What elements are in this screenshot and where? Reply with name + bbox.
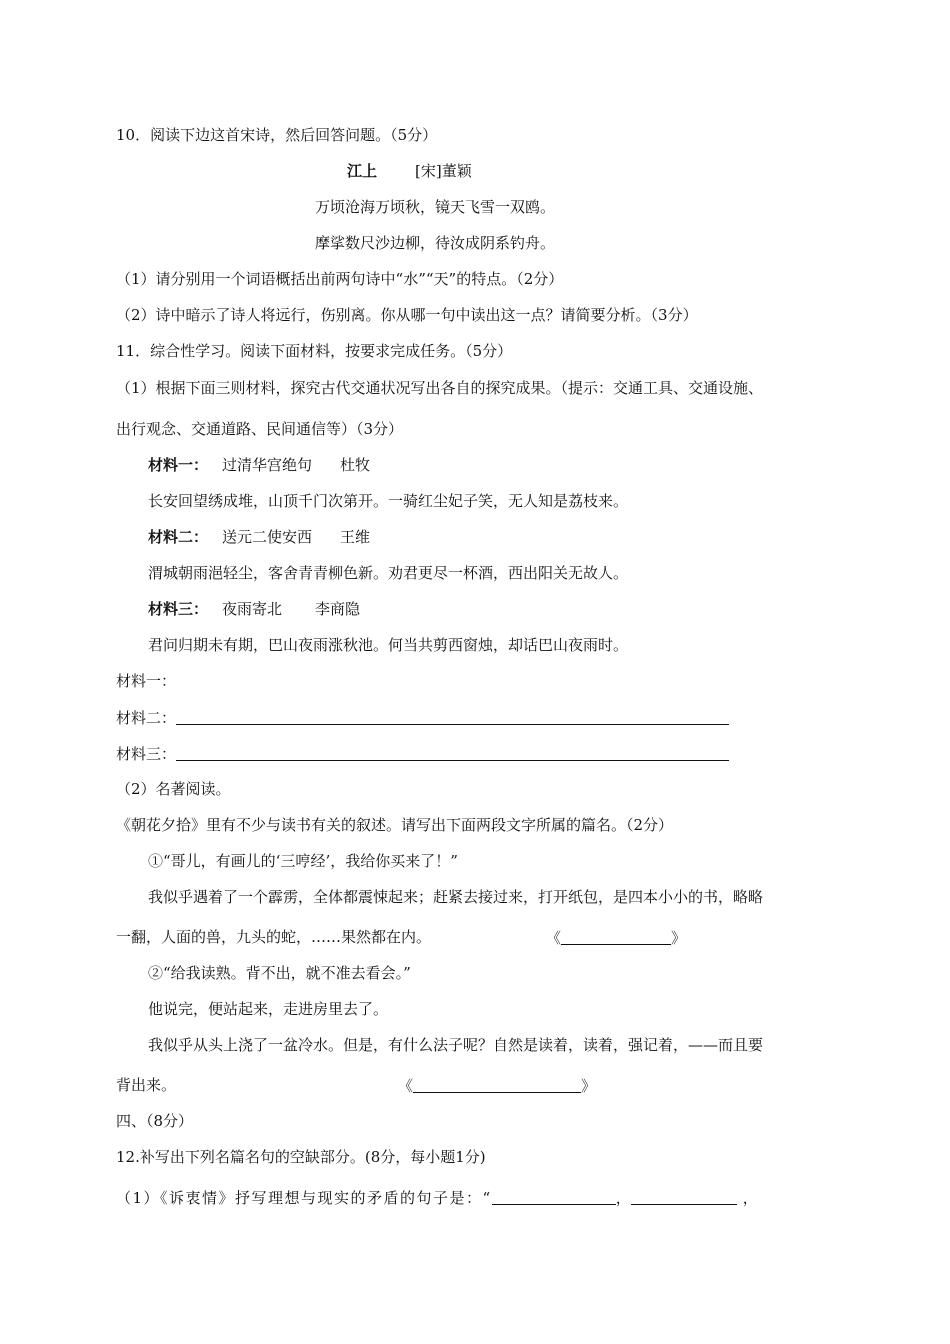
- q11-heading: 11．综合性学习。阅读下面材料，按要求完成任务。（5分）: [116, 342, 513, 360]
- answer-2-label: 材料二：: [116, 709, 177, 727]
- material-2-title: 送元二使安西: [222, 528, 313, 546]
- passage-2-quote: ②“给我读熟。背不出，就不准去看会。”: [148, 964, 411, 982]
- poem-title: 江上: [347, 162, 378, 180]
- answer-2-row: [116, 710, 729, 726]
- q12-sub1-row: [116, 1190, 758, 1206]
- section-4-heading: 四、（8分）: [116, 1112, 194, 1130]
- q10-heading: 10．阅读下边这首宋诗，然后回答问题。（5分）: [116, 126, 438, 144]
- q11-sub1-line1: （1）根据下面三则材料，探究古代交通状况写出各自的探究成果。（提示：交通工具、交通设施、: [116, 379, 764, 397]
- passage-1-line2: 一翻，人面的兽，九头的蛇，……果然都在内。: [116, 928, 432, 946]
- passage-1-quote: ①“哥儿，有画儿的‘三哼经’，我给你买来了！”: [148, 852, 458, 870]
- material-1-author: 杜牧: [340, 456, 371, 474]
- material-3-title: 夜雨寄北: [222, 600, 283, 618]
- material-3-label: 材料三：: [148, 600, 209, 618]
- q10-sub2: （2）诗中暗示了诗人将远行，伤别离。你从哪一句中读出这一点？请简要分析。（3分）: [116, 306, 698, 324]
- passage-2-line1: 他说完，便站起来，走进房里去了。: [148, 1000, 389, 1018]
- passage-2-answer: [398, 1078, 596, 1094]
- passage-2-blank[interactable]: [413, 1078, 581, 1093]
- q11-sub2-intro: 《朝花夕拾》里有不少与读书有关的叙述。请写出下面两段文字所属的篇名。（2分）: [116, 816, 674, 834]
- book-open-bracket: 《: [398, 1077, 414, 1095]
- passage-1-blank[interactable]: [561, 930, 671, 945]
- comma: ，: [615, 1189, 631, 1207]
- passage-1-answer: [546, 930, 686, 946]
- passage-1-line1: 我似乎遇着了一个霹雳，全体都震悚起来；赶紧去接过来，打开纸包，是四本小小的书，略略: [148, 888, 764, 906]
- material-2-author: 王维: [340, 528, 371, 546]
- trailing-comma: ，: [742, 1189, 758, 1207]
- q11-sub2: （2）名著阅读。: [116, 780, 231, 798]
- material-1-label: 材料一：: [148, 456, 209, 474]
- answer-3-row: [116, 746, 729, 762]
- q12-heading: 12.补写出下列名篇名句的空缺部分。(8分，每小题1分): [116, 1148, 486, 1166]
- answer-2-blank[interactable]: [176, 710, 729, 725]
- material-1-title: 过清华宫绝句: [222, 456, 313, 474]
- passage-2-line2: 我似乎从头上浇了一盆冷水。但是，有什么法子呢？自然是读着，读着，强记着，——而且要: [148, 1036, 764, 1054]
- material-2-text: 渭城朝雨浥轻尘，客舍青青柳色新。劝君更尽一杯酒，西出阳关无故人。: [148, 564, 629, 582]
- q10-sub1: （1）请分别用一个词语概括出前两句诗中“水”“天”的特点。（2分）: [116, 270, 564, 288]
- passage-2-line3: 背出来。: [116, 1076, 177, 1094]
- book-close-bracket: 》: [671, 929, 687, 947]
- q12-sub1-prefix: （1）《诉衷情》抒写理想与现实的矛盾的句子是：“: [116, 1189, 492, 1207]
- answer-1-label: 材料一：: [116, 672, 177, 690]
- q12-blank-1[interactable]: [492, 1190, 616, 1205]
- poem-line-2: 摩挲数尺沙边柳，待汝成阴系钓舟。: [315, 234, 556, 252]
- material-2-label: 材料二：: [148, 528, 209, 546]
- answer-3-blank[interactable]: [176, 746, 729, 761]
- poem-line-1: 万顷沧海万顷秋，镜天飞雪一双鸥。: [315, 198, 556, 216]
- answer-3-label: 材料三：: [116, 745, 177, 763]
- material-3-text: 君问归期未有期，巴山夜雨涨秋池。何当共剪西窗烛，却话巴山夜雨时。: [148, 636, 629, 654]
- material-3-author: 李商隐: [315, 600, 361, 618]
- material-1-text: 长安回望绣成堆，山顶千门次第开。一骑红尘妃子笑，无人知是荔枝来。: [148, 492, 629, 510]
- book-open-bracket: 《: [546, 929, 562, 947]
- poem-author: [宋]董颖: [415, 162, 472, 180]
- q12-blank-2[interactable]: [631, 1190, 737, 1205]
- book-close-bracket: 》: [581, 1077, 597, 1095]
- q11-sub1-line2: 出行观念、交通道路、民间通信等）（3分）: [116, 420, 404, 438]
